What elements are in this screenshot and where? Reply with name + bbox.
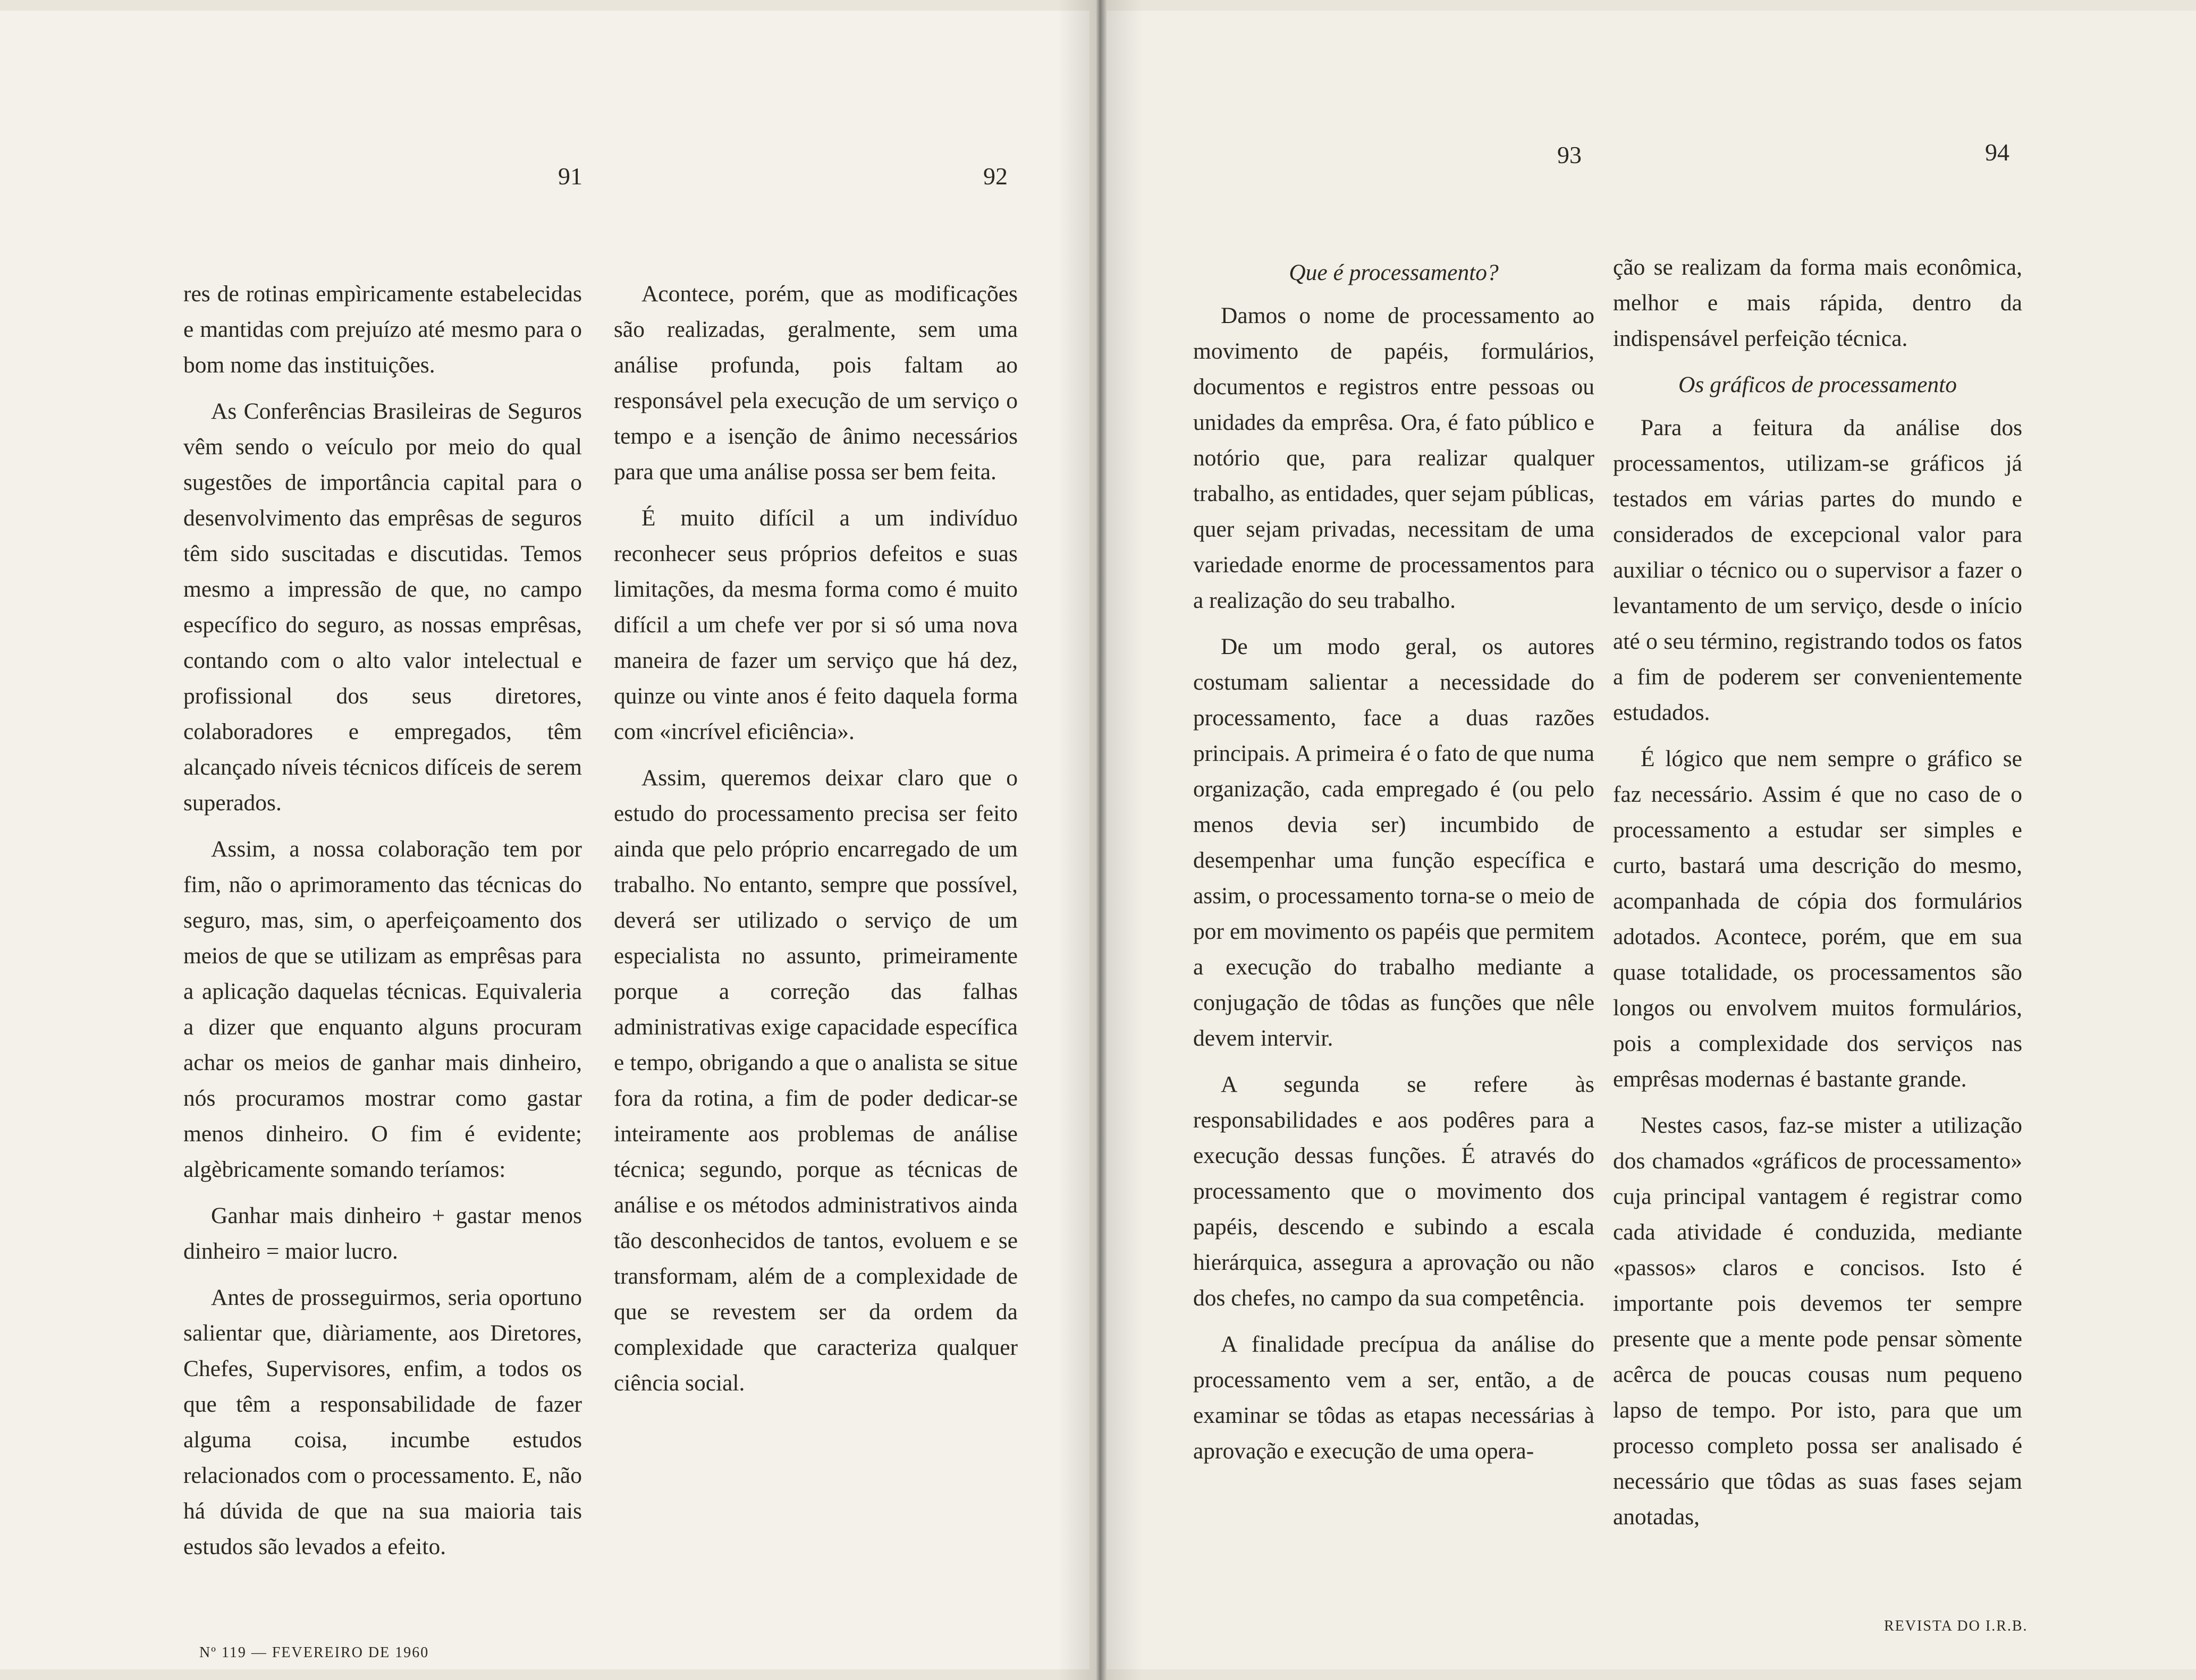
page-93-column bbox=[1193, 255, 1594, 1469]
gutter-shadow bbox=[1058, 0, 1143, 1680]
page-number-91: 91 bbox=[558, 163, 582, 190]
footer-journal-name: REVISTA DO I.R.B. bbox=[1884, 1618, 2028, 1634]
footer-issue-date: Nº 119 — FEVEREIRO DE 1960 bbox=[199, 1644, 429, 1661]
page-number-93: 93 bbox=[1557, 141, 1582, 168]
page-92-paragraph-1: Acontece, porém, que as modificações são realizadas, geralmente, sem uma análise profunda, pois faltam ao responsável pela execução de um serviço o tempo e a isenção de ânimo necessários para que uma análise possa ser bem feita. bbox=[614, 281, 1018, 485]
page-92-paragraph-2: É muito difícil a um indivíduo reconhecer seus próprios defeitos e suas limitações, da mesma forma como é muito difícil a um chefe ver por si só uma nova maneira de fazer um serviço que há dez, quinze ou vinte anos é feito daquela forma com «incrível eficiência». bbox=[614, 505, 1018, 744]
page-94-intro-paragraph: ção se realizam da forma mais econômica, melhor e mais rápida, dentro da indispensável perfeição técnica. bbox=[1613, 254, 2022, 351]
page-94-paragraph-3: Nestes casos, faz-se mister a utilização dos chamados «gráficos de processamento» cuja principal vantagem é registrar como cada atividade é conduzida, mediante «passos» claros e concisos. Isto é importante pois devemos ter sempre presente que a mente pode pensar sòmente acêrca de poucas cousas num pequeno lapso de tempo. Por isto, para que um processo completo possa ser analisado é necessário que tôdas as suas fases sejam anotadas, bbox=[1613, 1113, 2022, 1530]
page-91-paragraph-5: Antes de prosseguirmos, seria oportuno salientar que, diàriamente, aos Diretores, Chefes, Supervisores, enfim, a todos os que têm a responsabilidade de fazer alguma coisa, incumbe estudos relacionados com o processamento. E, não há dúvida de que na sua maioria tais estudos são levados a efeito. bbox=[183, 1285, 582, 1559]
page-91-column bbox=[183, 276, 582, 1565]
page-91-paragraph-4: Ganhar mais dinheiro + gastar menos dinheiro = maior lucro. bbox=[183, 1203, 582, 1264]
page-91-paragraph-2: As Conferências Brasileiras de Seguros vêm sendo o veículo por meio do qual sugestões de importância capital para o desenvolvimento das emprêsas de seguros têm sido suscitadas e discutidas. Temos mesmo a impressão de que, no campo específico do seguro, as nossas emprêsas, contando com o alto valor intelectual e profissional dos seus diretores, colaboradores e empregados, têm alcançado níveis técnicos difíceis de serem superados. bbox=[183, 398, 582, 816]
page-number-92: 92 bbox=[983, 163, 1008, 190]
page-92-paragraph-3: Assim, queremos deixar claro que o estudo do processamento precisa ser feito ainda que pelo próprio encarregado de um trabalho. No entanto, sempre que possível, deverá ser utilizado o serviço de um especialista no assunto, primeiramente porque a correção das falhas administrativas exige capacidade específica e tempo, obrigando a que o analista se situe fora da rotina, a fim de poder dedicar-se inteiramente aos problemas de análise técnica; segundo, porque as técnicas de análise e os métodos administrativos ainda tão desconhecidos de tantos, evoluem e se transformam, além de a complexidade de que se revestem ser da ordem da complexidade que caracteriza qualquer ciência social. bbox=[614, 765, 1018, 1396]
page-94-section-heading: Os gráficos de processamento bbox=[1678, 372, 1957, 397]
page-94-paragraph-2: É lógico que nem sempre o gráfico se faz necessário. Assim é que no caso de o processamento a estudar ser simples e curto, bastará uma descrição do mesmo, acompanhada de cópia dos formulários adotados. Acontece, porém, que em sua quase totalidade, os processamentos são longos ou envolvem muitos formulários, pois a complexidade dos serviços nas emprêsas modernas é bastante grande. bbox=[1613, 746, 2022, 1092]
page-93-section-heading: Que é processamento? bbox=[1289, 260, 1499, 285]
page-91-paragraph-1: res de rotinas empìricamente estabelecidas e mantidas com prejuízo até mesmo para o bom nome das instituições. bbox=[183, 281, 582, 378]
page-number-94: 94 bbox=[1985, 139, 2009, 166]
page-93-paragraph-2: De um modo geral, os autores costumam salientar a necessidade do processamento, face a duas razões principais. A primeira é o fato de que numa organização, cada empregado é (ou pelo menos devia ser) incumbido de desempenhar uma função específica e assim, o processamento torna-se o meio de por em movimento os papéis que permitem a execução do trabalho mediante a conjugação de tôdas as funções que nêle devem intervir. bbox=[1193, 634, 1594, 1051]
page-92-column bbox=[614, 276, 1018, 1401]
page-93-paragraph-3: A segunda se refere às responsabilidades e aos podêres para a execução dessas funções. É através do processamento que o movimento dos papéis, descendo e subindo a escala hierárquica, assegura a aprovação ou não dos chefes, no campo da sua competência. bbox=[1193, 1072, 1594, 1311]
page-91-paragraph-3: Assim, a nossa colaboração tem por fim, não o aprimoramento das técnicas do seguro, mas, sim, o aperfeiçoamento dos meios de que se utilizam as emprêsas para a aplicação daquelas técnicas. Equivaleria a dizer que enquanto alguns procuram achar os meios de ganhar mais dinheiro, nós procuramos mostrar como gastar menos dinheiro. O fim é evidente; algèbricamente somando teríamos: bbox=[183, 836, 582, 1182]
page-93-paragraph-1: Damos o nome de processamento ao movimento de papéis, formulários, documentos e registros entre pessoas ou unidades da emprêsa. Ora, é fato público e notório que, para realizar qualquer trabalho, as entidades, quer sejam públicas, quer sejam privadas, necessitam de uma variedade enorme de processamentos para a realização do seu trabalho. bbox=[1193, 303, 1594, 613]
page-93-paragraph-4: A finalidade precípua da análise do processamento vem a ser, então, a de examinar se tôdas as etapas necessárias à aprovação e execução de uma opera- bbox=[1193, 1331, 1594, 1464]
page-94-column bbox=[1613, 250, 2022, 1535]
page-94-paragraph-1: Para a feitura da análise dos processamentos, utilizam-se gráficos já testados em várias partes do mundo e considerados de excepcional valor para auxiliar o técnico ou o supervisor a fazer o levantamento de um serviço, desde o início até o seu término, registrando todos os fatos a fim de poderem ser convenientemente estudados. bbox=[1613, 415, 2022, 725]
